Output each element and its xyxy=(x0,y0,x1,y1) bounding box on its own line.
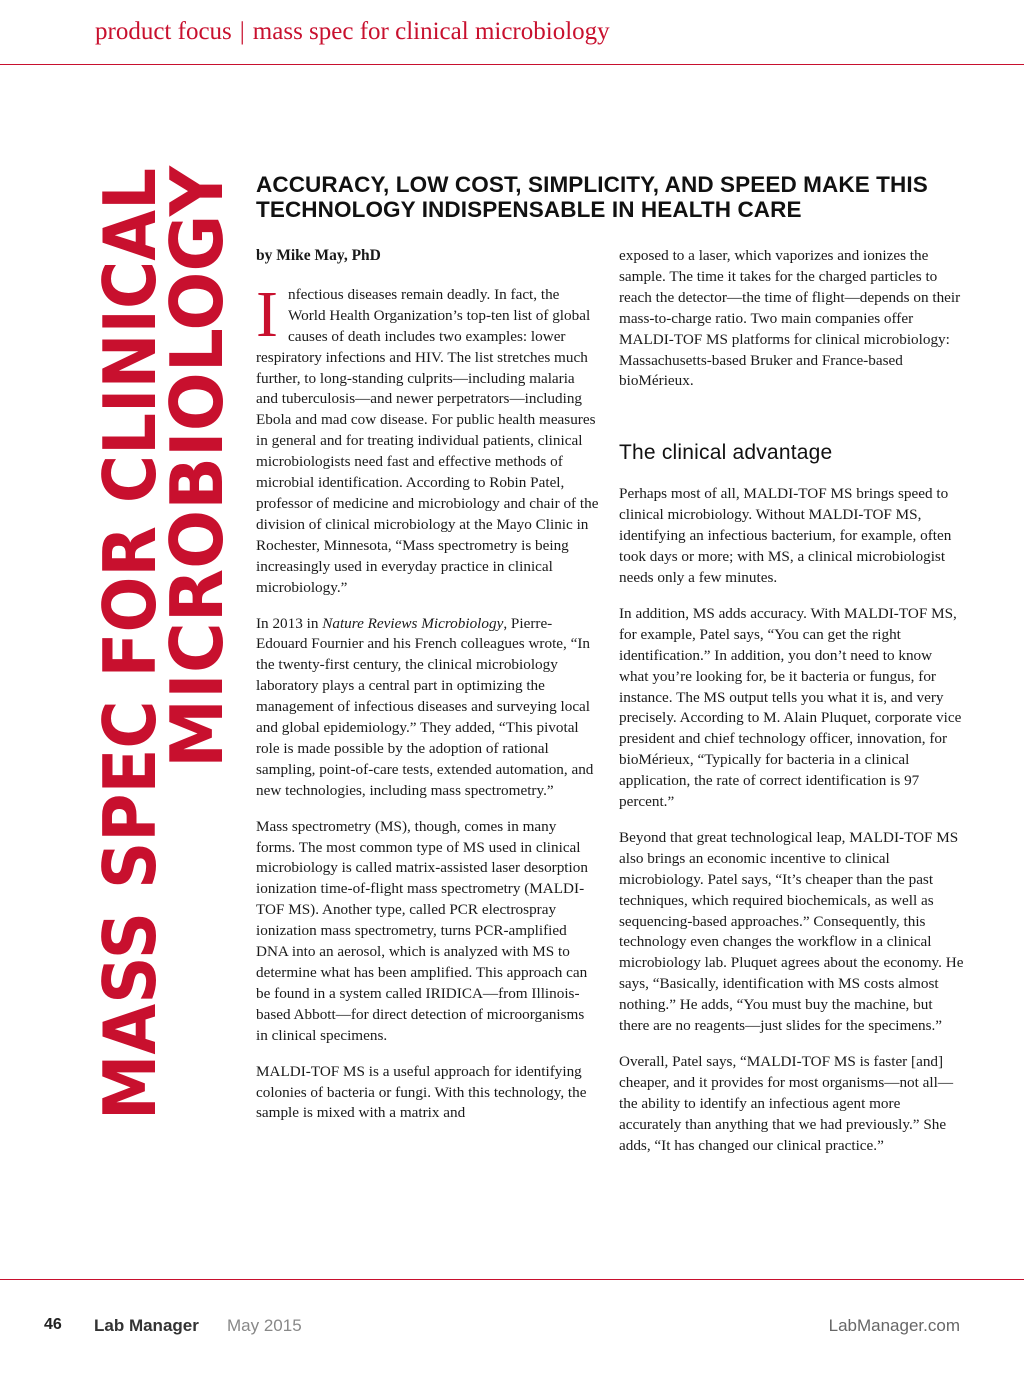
paragraph-2-lead: In 2013 in xyxy=(256,614,323,632)
header-topic: mass spec for clinical microbiology xyxy=(252,18,610,45)
header-separator: | xyxy=(239,18,245,45)
article-subtitle: ACCURACY, LOW COST, SIMPLICITY, AND SPEED MAKE THIS TECHNOLOGY INDISPENSABLE IN HEALTH CARE xyxy=(256,172,928,222)
paragraph-3: Mass spectrometry (MS), though, comes in many forms. The most common type of MS used in clinical microbiology is called matrix-assisted laser desorption ionization time-of-flight mass spectrometry (MALDI-TOF MS). Another type, called PCR electrospray ionization mass spectrometry, turns PCR-amplified DNA into an aerosol, which is analyzed with MS to determine what has been amplified. This approach can be found in a system called IRIDICA—from Illinois-based Abbott—for direct detection of microorganisms in clinical specimens. xyxy=(256,817,588,1044)
page-number: 46 xyxy=(44,1316,62,1333)
article-column-right xyxy=(619,246,964,1172)
paragraph-9: Overall, Patel says, “MALDI-TOF MS is faster [and] cheaper, and it provides for most organisms—not all—the ability to identify an infectious agent more accurately than anything that we had previously.” She adds, “It has changed our clinical practice.” xyxy=(619,1053,954,1154)
page-footer xyxy=(0,1316,1024,1340)
running-header xyxy=(95,18,610,46)
magazine-name: Lab Manager xyxy=(94,1316,199,1335)
vertical-title xyxy=(88,77,239,1120)
header-section: product focus xyxy=(95,18,232,45)
journal-name: Nature Reviews Microbiology xyxy=(322,614,504,632)
article-column-left xyxy=(256,246,599,1139)
drop-cap: I xyxy=(256,277,278,351)
paragraph-5: exposed to a laser, which vaporizes and ionizes the sample. The time it takes for the charged particles to reach the detector—the time of flight—depends on their mass-to-charge ratio. Two main companies offer MALDI-TOF MS platforms for clinical microbiology: Massachusetts-based Bruker and France-based bioMérieux. xyxy=(619,247,961,390)
vertical-title-svg xyxy=(88,77,239,1120)
paragraph-6: Perhaps most of all, MALDI-TOF MS brings speed to clinical microbiology. Without MALDI-TOF MS, identifying an infectious bacterium, for example, often took days or more; with MS, a clinical microbiologist needs only a few minutes. xyxy=(619,485,952,586)
paragraph-8: Beyond that great technological leap, MALDI-TOF MS also brings an economic incentive to clinical microbiology. Patel says, “It’s cheaper than the past techniques, which required biochemicals, as well as sequencing-based approaches.” Consequently, this technology even changes the workflow in a clinical microbiology lab. Pluquet agrees about the economy. He says, “Basically, identification with MS costs almost nothing.” He adds, “You must buy the machine, but there are no reagents—just slides for the specimens.” xyxy=(619,828,964,1035)
title-line-2: MICROBIOLOGY xyxy=(155,143,239,768)
paragraph-intro-text: nfectious diseases remain deadly. In fact, the World Health Organization’s top-ten list of global causes of death includes two examples: lower respiratory infections and HIV. The list stretches much further, to long-standing culprits—including malaria and tuberculosis—and newer perpetrators—including Ebola and mad cow disease. For public health measures in general and for treating individual patients, clinical microbiologists need fast and effective methods of microbial identification. According to Robin Patel, professor of medicine and microbiology and chair of the division of clinical microbiology at the Mayo Clinic in Rochester, Minnesota, “Mass spectrometry is being increasingly used in everyday practice in clinical microbiology.” xyxy=(256,285,599,596)
website-link[interactable]: LabManager.com xyxy=(828,1316,960,1335)
issue-date: May 2015 xyxy=(227,1316,302,1335)
paragraph-intro xyxy=(256,277,599,599)
footer-rule xyxy=(0,1279,1024,1280)
paragraph-2-text: , Pierre-Edouard Fournier and his French colleagues wrote, “In the twenty-first century, the clinical microbiology laboratory plays a central part in optimizing the management of infectious diseases and surveying local and global epidemiology.” They added, “This pivotal role is made possible by the adoption of rational sampling, point-of-care tests, extended automation, and new technologies, including mass spectrometry.” xyxy=(256,614,594,799)
paragraph-4: MALDI-TOF MS is a useful approach for identifying colonies of bacteria or fungi. With this technology, the sample is mixed with a matrix and xyxy=(256,1062,587,1122)
header-rule xyxy=(0,64,1024,65)
byline: by Mike May, PhD xyxy=(256,247,381,264)
section-heading: The clinical advantage xyxy=(619,441,833,465)
title-line-1: MASS SPEC FOR CLINICAL xyxy=(88,77,172,1120)
paragraph-7: In addition, MS adds accuracy. With MALDI-TOF MS, for example, Patel says, “You can get the right identification.” In addition, you don’t need to know what you’re looking for, be it bacteria or fungus, for instance. The MS output tells you what it is, and very precisely. According to M. Alain Pluquet, corporate vice president and chief technology officer, innovation, for bioMérieux, “Typically for bacteria in a clinical application, the rate of correct identification is 97 percent.” xyxy=(619,604,962,811)
paragraph-2 xyxy=(256,614,599,802)
